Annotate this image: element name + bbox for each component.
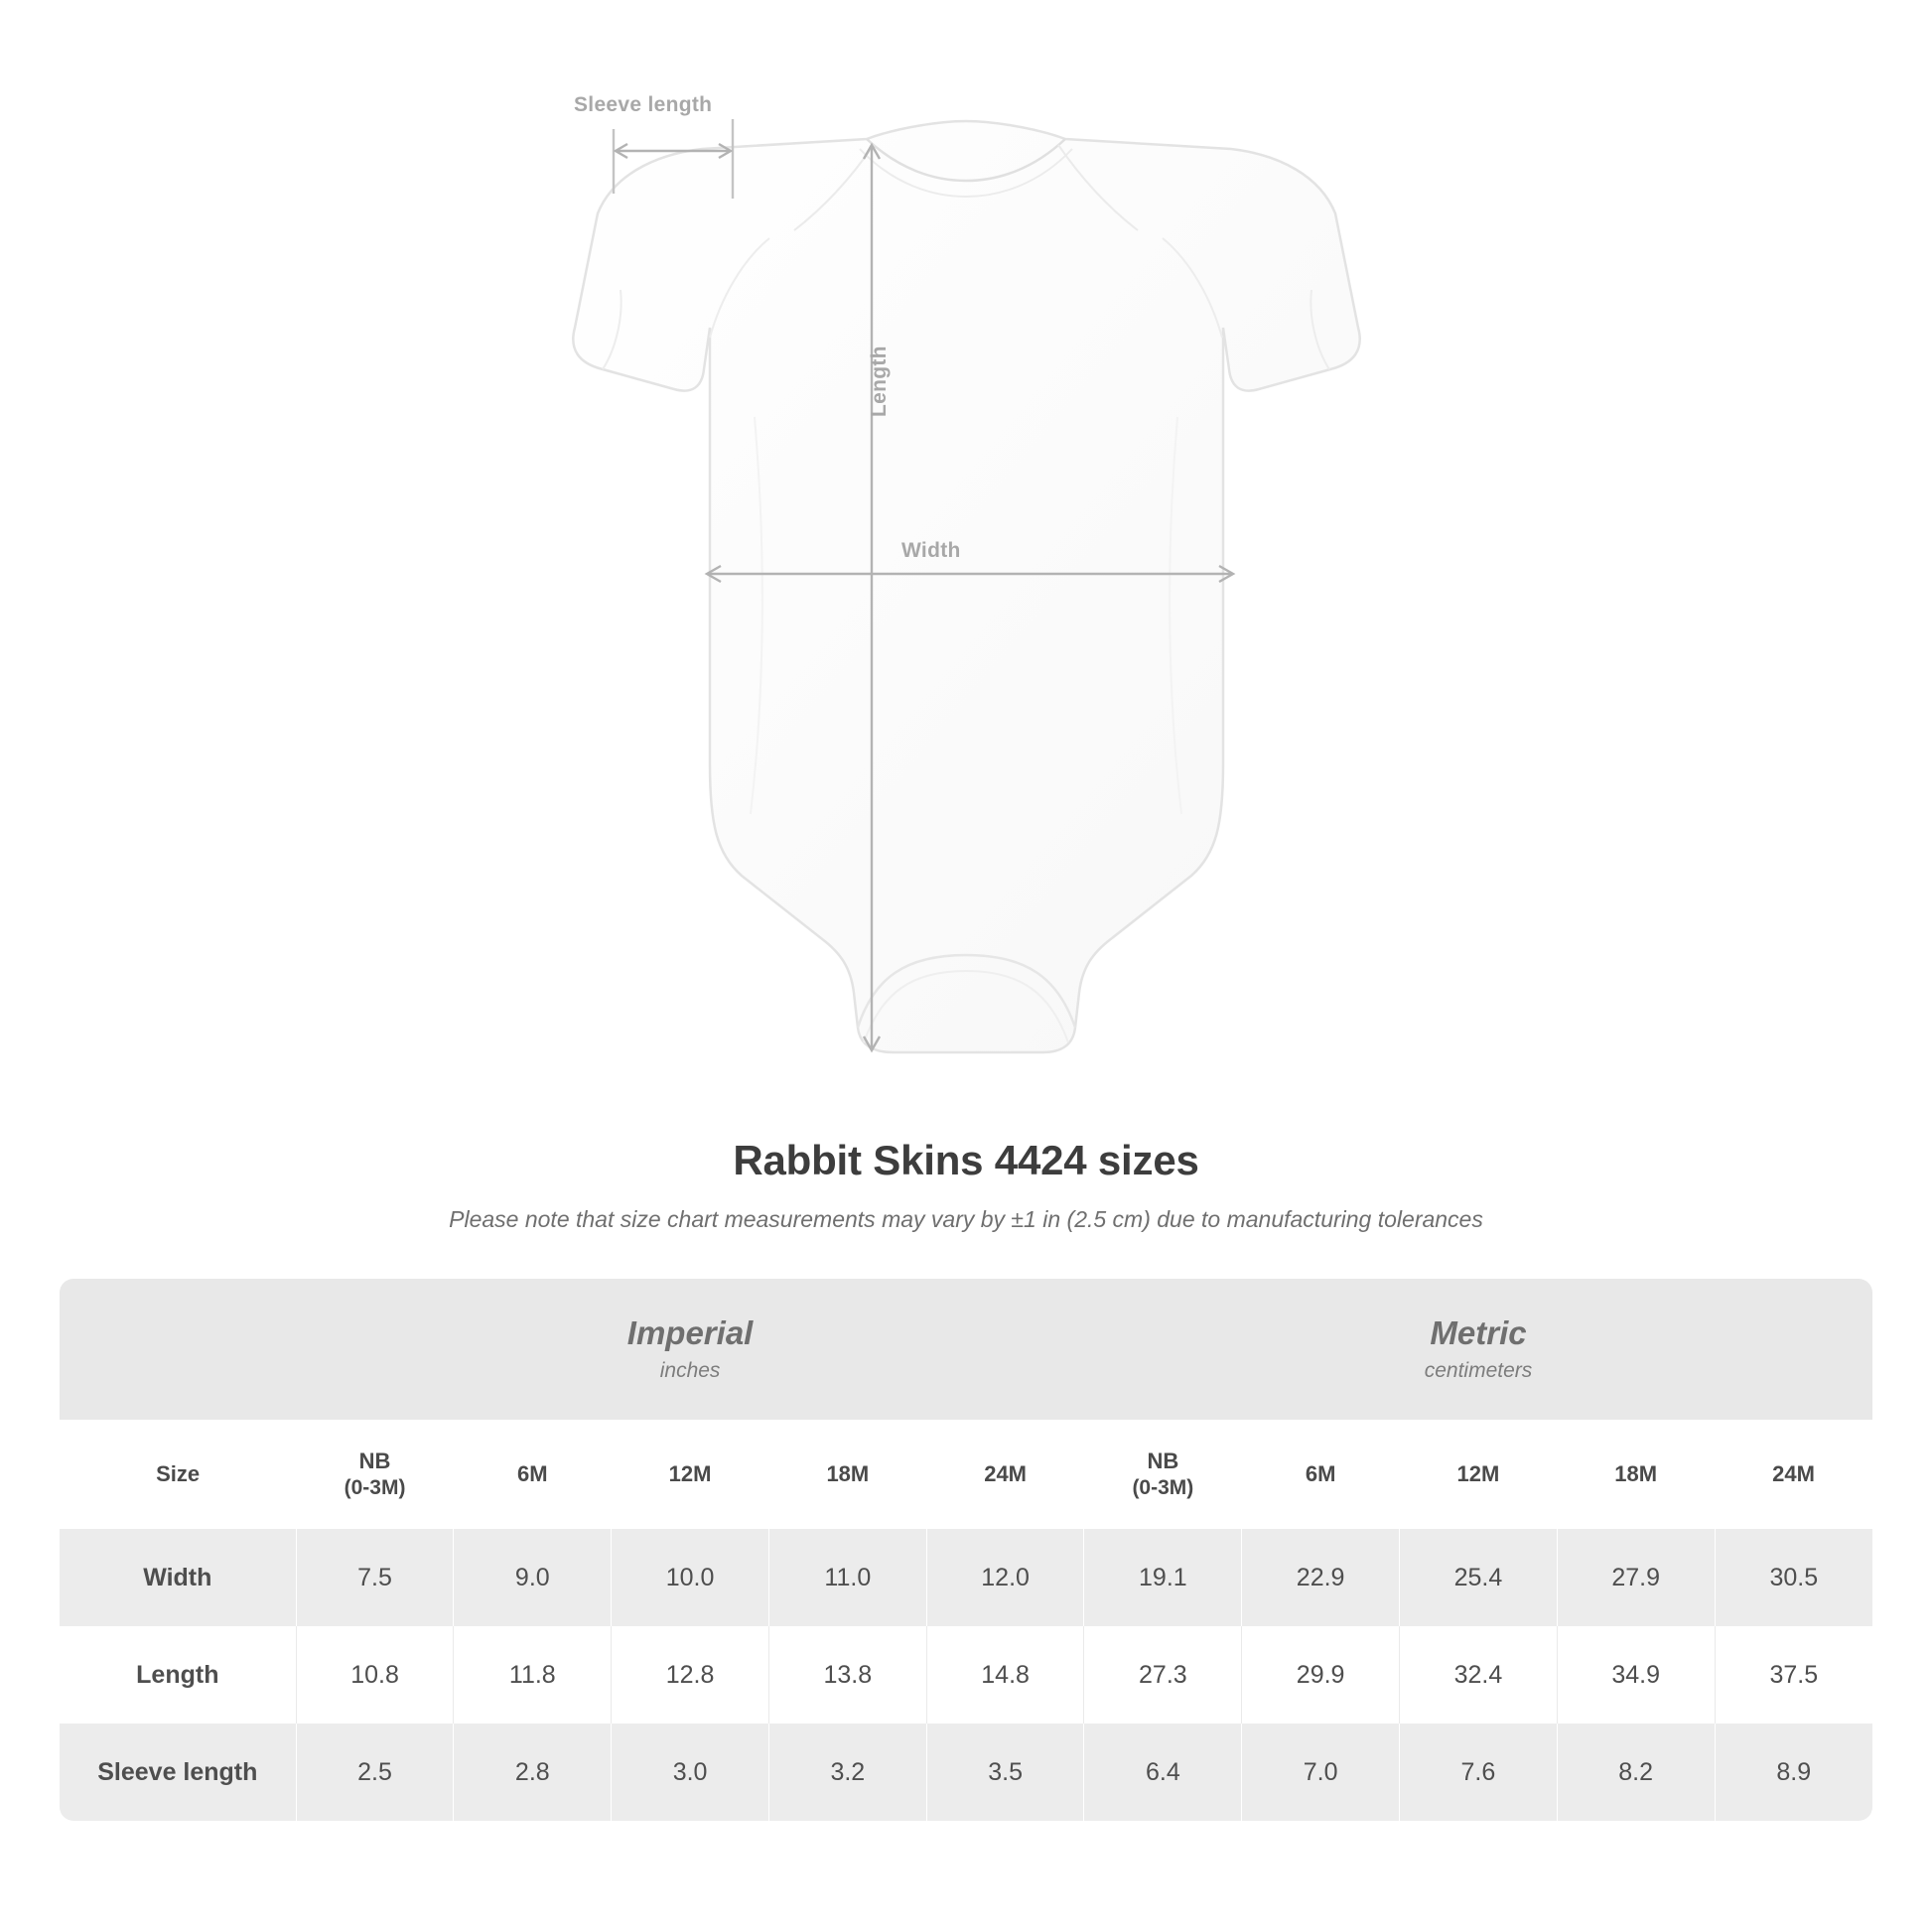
page-title: Rabbit Skins 4424 sizes [733,1137,1199,1183]
size-table-wrap [60,1279,1872,1821]
cell-width-9: 30.5 [1715,1529,1872,1626]
cell-length-0: 10.8 [296,1626,454,1724]
cell-length-1: 11.8 [454,1626,612,1724]
heading-block [0,1137,1932,1233]
cell-length-8: 34.9 [1557,1626,1715,1724]
header-col-8 [1557,1420,1715,1529]
header-col-1 [454,1420,612,1529]
header-col-4 [926,1420,1084,1529]
cell-length-3: 13.8 [768,1626,926,1724]
header-col-3 [768,1420,926,1529]
header-col-9 [1715,1420,1872,1529]
header-col-2-main: 12M [668,1461,712,1487]
cell-sleeve-5: 6.4 [1084,1724,1242,1821]
unit-spacer [60,1279,296,1420]
unit-metric-name: Metric [1430,1313,1527,1351]
label-length: Length [868,345,891,417]
column-header-row [60,1420,1872,1529]
cell-width-2: 10.0 [612,1529,769,1626]
row-label-length: Length [60,1626,296,1724]
cell-sleeve-0: 2.5 [296,1724,454,1821]
cell-width-1: 9.0 [454,1529,612,1626]
cell-sleeve-7: 7.6 [1400,1724,1558,1821]
cell-length-7: 32.4 [1400,1626,1558,1724]
header-col-6 [1242,1420,1400,1529]
cell-sleeve-3: 3.2 [768,1724,926,1821]
cell-width-3: 11.0 [768,1529,926,1626]
header-col-0 [296,1420,454,1529]
cell-length-4: 14.8 [926,1626,1084,1724]
unit-metric-sub: centimeters [1424,1359,1533,1383]
label-width: Width [901,539,961,562]
size-table [60,1279,1872,1821]
table-row [60,1724,1872,1821]
cell-sleeve-9: 8.9 [1715,1724,1872,1821]
unit-imperial-name: Imperial [626,1313,754,1351]
row-label-width: Width [60,1529,296,1626]
tolerance-note: Please note that size chart measurements may vary by ±1 in (2.5 cm) due to manufacturing tolerances [449,1206,1483,1232]
cell-length-2: 12.8 [612,1626,769,1724]
header-col-0-sub: (0-3M) [344,1475,406,1499]
cell-width-4: 12.0 [926,1529,1084,1626]
header-col-5-main: NB [1147,1449,1179,1474]
cell-sleeve-4: 3.5 [926,1724,1084,1821]
cell-sleeve-8: 8.2 [1557,1724,1715,1821]
cell-length-6: 29.9 [1242,1626,1400,1724]
cell-sleeve-1: 2.8 [454,1724,612,1821]
unit-metric [1084,1279,1872,1420]
cell-width-8: 27.9 [1557,1529,1715,1626]
header-size: Size [60,1420,296,1529]
header-col-7-main: 12M [1456,1461,1500,1487]
cell-length-9: 37.5 [1715,1626,1872,1724]
cell-width-6: 22.9 [1242,1529,1400,1626]
label-sleeve-length: Sleeve length [574,93,713,116]
header-col-5 [1084,1420,1242,1529]
header-col-5-sub: (0-3M) [1132,1475,1194,1499]
header-col-8-main: 18M [1614,1461,1658,1487]
bodysuit-shape [573,121,1359,1052]
header-col-0-main: NB [358,1449,391,1474]
header-col-1-main: 6M [517,1461,548,1487]
unit-group-row [60,1279,1872,1420]
header-col-6-main: 6M [1305,1461,1336,1487]
unit-imperial-sub: inches [659,1359,721,1383]
cell-width-7: 25.4 [1400,1529,1558,1626]
header-col-9-main: 24M [1772,1461,1815,1487]
bodysuit-body [573,121,1359,1052]
row-label-sleeve-length: Sleeve length [60,1724,296,1821]
header-col-7 [1400,1420,1558,1529]
cell-width-5: 19.1 [1084,1529,1242,1626]
cell-sleeve-2: 3.0 [612,1724,769,1821]
cell-sleeve-6: 7.0 [1242,1724,1400,1821]
cell-width-0: 7.5 [296,1529,454,1626]
table-row [60,1626,1872,1724]
header-col-3-main: 18M [826,1461,870,1487]
header-col-2 [612,1420,769,1529]
header-col-4-main: 24M [984,1461,1027,1487]
table-row [60,1529,1872,1626]
unit-imperial [296,1279,1084,1420]
cell-length-5: 27.3 [1084,1626,1242,1724]
